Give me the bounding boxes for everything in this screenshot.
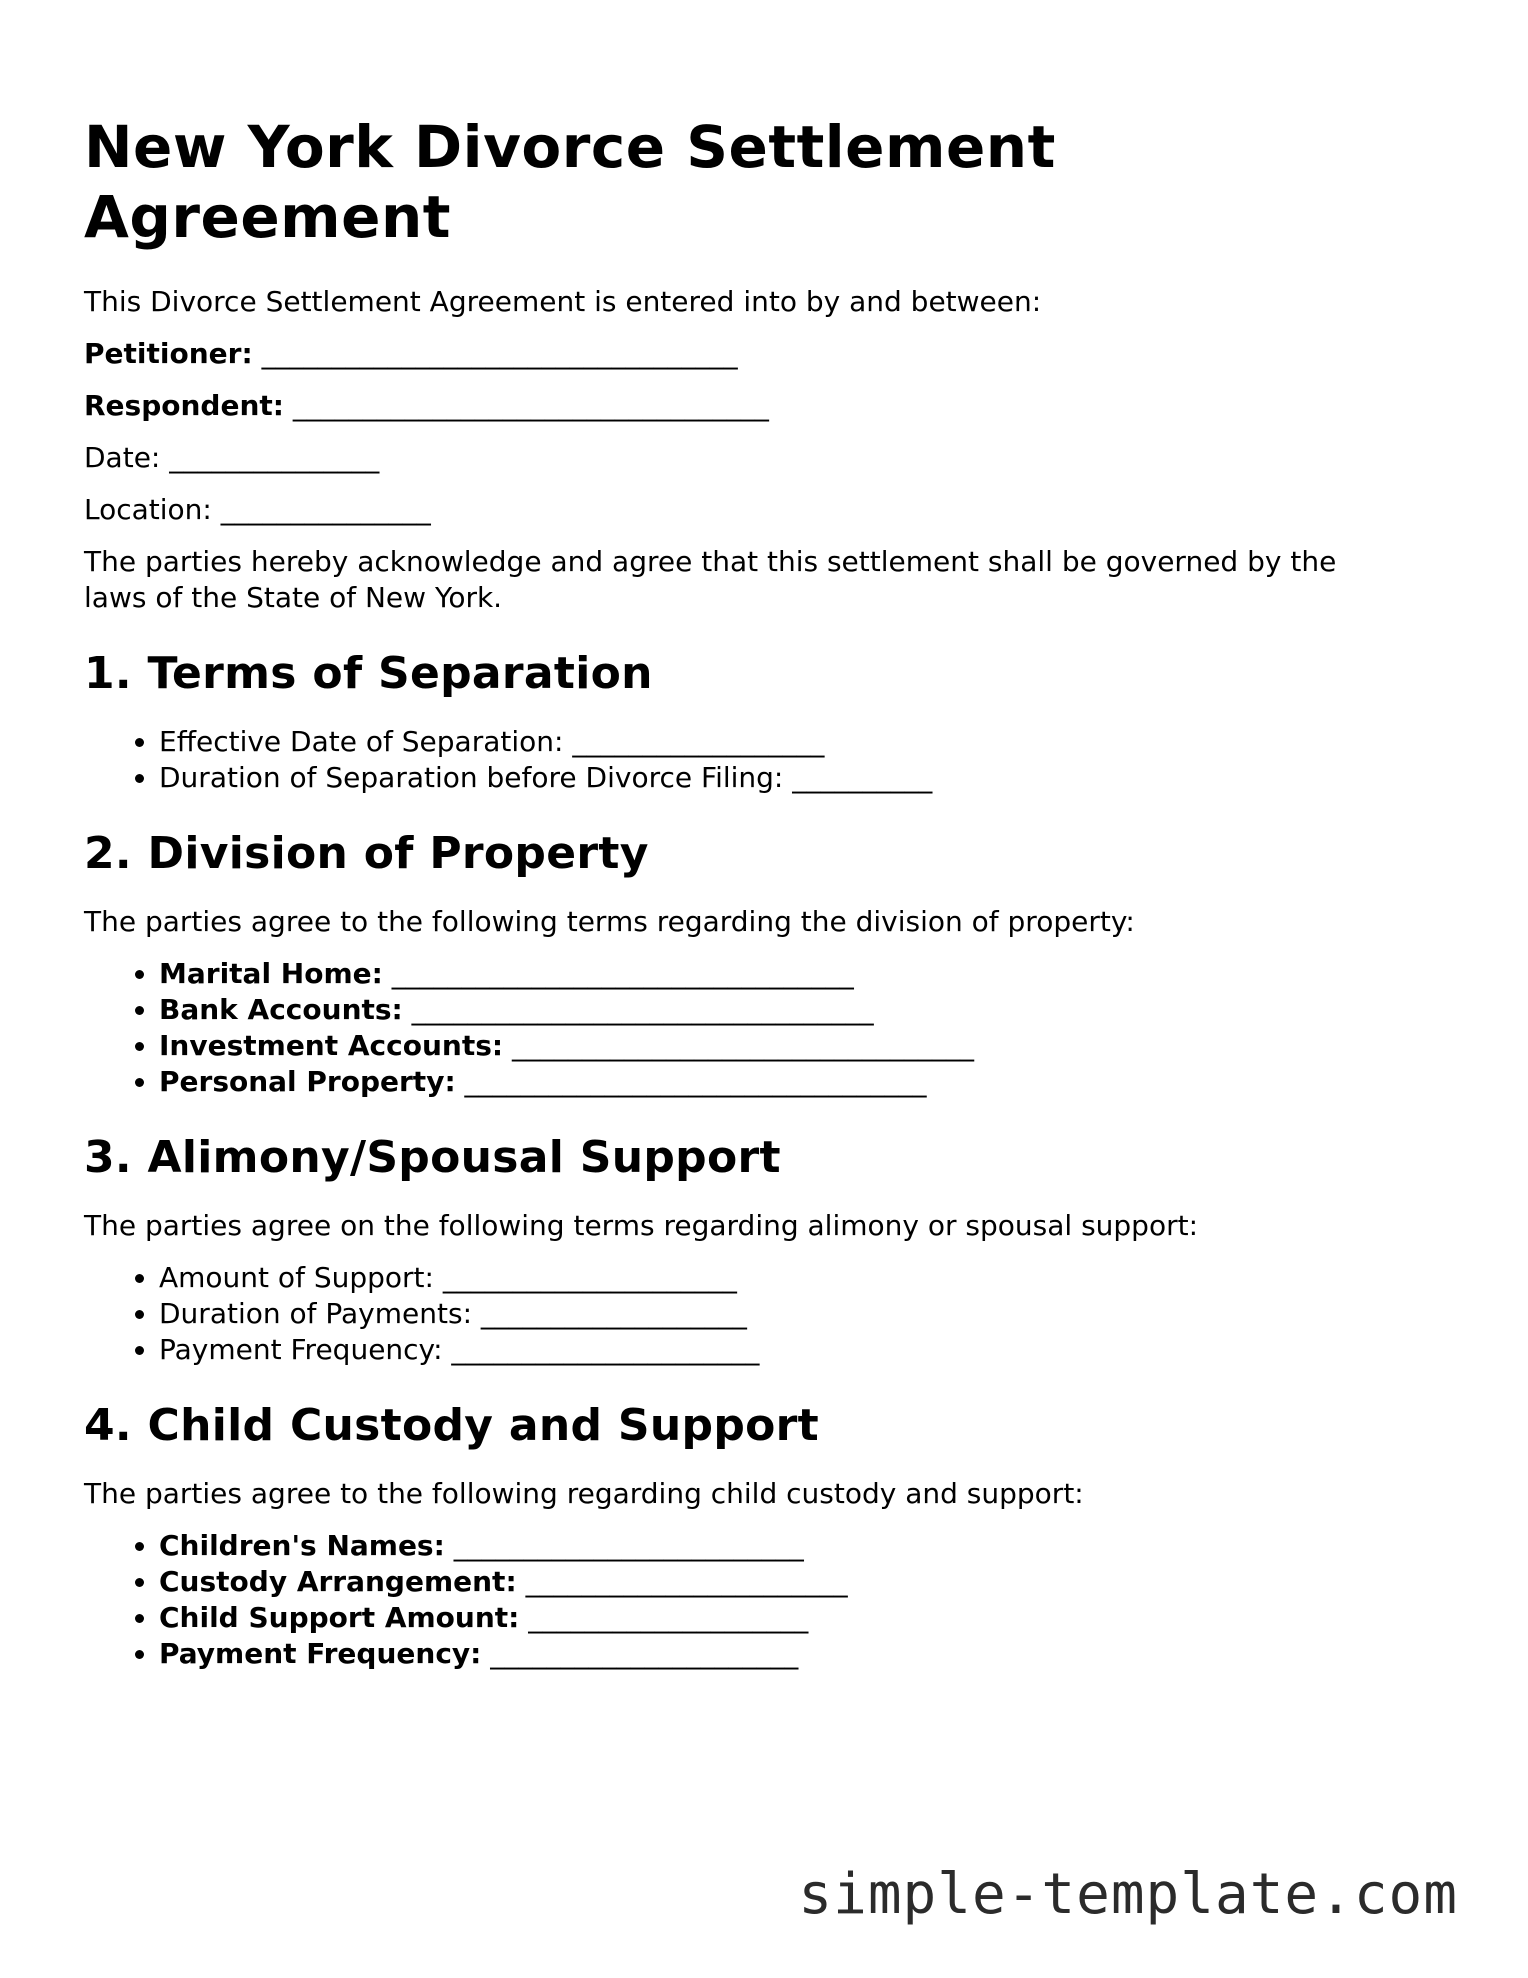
date-line: Date: _______________ xyxy=(84,441,380,474)
property-item-label: Investment Accounts: xyxy=(159,1029,504,1062)
custody-item-label: Children's Names: xyxy=(159,1529,445,1562)
property-item-label: Bank Accounts: xyxy=(159,993,403,1026)
list-item: • Duration of Payments: ___________________ xyxy=(159,1296,1444,1332)
respondent-line xyxy=(84,388,1444,424)
list-item xyxy=(159,956,1444,992)
list-item xyxy=(159,992,1444,1028)
custody-item-label: Payment Frequency: xyxy=(159,1637,482,1670)
property-item-blank: _________________________________ xyxy=(391,957,854,990)
petitioner-label: Petitioner: xyxy=(84,337,253,370)
alimony-list xyxy=(84,1260,1444,1368)
section-heading-child-custody: 4. Child Custody and Support xyxy=(84,1400,820,1451)
petitioner-line xyxy=(84,336,1444,372)
respondent-label: Respondent: xyxy=(84,389,284,422)
property-list xyxy=(84,956,1444,1100)
custody-item-blank: _______________________ xyxy=(525,1565,848,1598)
custody-item-label: Child Support Amount: xyxy=(159,1601,520,1634)
intro-paragraph: This Divorce Settlement Agreement is entered into by and between: xyxy=(84,285,1042,318)
section-heading-alimony: 3. Alimony/Spousal Support xyxy=(84,1132,781,1183)
custody-item-label: Custody Arrangement: xyxy=(159,1565,517,1598)
respondent-blank: __________________________________ xyxy=(292,389,769,422)
custody-item-blank: _________________________ xyxy=(453,1529,804,1562)
list-item: • Effective Date of Separation: __________________ xyxy=(159,724,1444,760)
list-item xyxy=(159,1564,1444,1600)
section-heading-division-of-property: 2. Division of Property xyxy=(84,828,649,879)
separation-terms-list xyxy=(84,724,1444,796)
custody-item-blank: ____________________ xyxy=(528,1601,809,1634)
property-intro: The parties agree to the following terms regarding the division of property: xyxy=(84,905,1135,938)
property-item-label: Marital Home: xyxy=(159,957,383,990)
property-item-label: Personal Property: xyxy=(159,1065,456,1098)
document-title-line-1: New York Divorce Settlement xyxy=(84,113,1056,181)
document-page xyxy=(84,112,1444,1672)
list-item xyxy=(159,1600,1444,1636)
list-item: • Payment Frequency: ______________________ xyxy=(159,1332,1444,1368)
governing-law-line-2: laws of the State of New York. xyxy=(84,581,503,614)
property-item-blank: _________________________________ xyxy=(411,993,874,1026)
section-heading-terms-of-separation: 1. Terms of Separation xyxy=(84,648,653,699)
list-item xyxy=(159,1028,1444,1064)
governing-law-line-1: The parties hereby acknowledge and agree that this settlement shall be governed by the xyxy=(84,545,1337,578)
list-item: • Duration of Separation before Divorce Filing: __________ xyxy=(159,760,1444,796)
document-title-line-2: Agreement xyxy=(84,183,451,251)
custody-list xyxy=(84,1528,1444,1672)
governing-law-paragraph xyxy=(84,544,1444,616)
list-item xyxy=(159,1528,1444,1564)
list-item xyxy=(159,1636,1444,1672)
watermark: simple-template.com xyxy=(798,1862,1458,1927)
list-item: • Amount of Support: _____________________ xyxy=(159,1260,1444,1296)
custody-intro: The parties agree to the following regarding child custody and support: xyxy=(84,1477,1084,1510)
document-title xyxy=(84,112,1444,252)
petitioner-blank: __________________________________ xyxy=(261,337,738,370)
alimony-intro: The parties agree on the following terms regarding alimony or spousal support: xyxy=(84,1209,1198,1242)
property-item-blank: _________________________________ xyxy=(464,1065,927,1098)
list-item xyxy=(159,1064,1444,1100)
property-item-blank: _________________________________ xyxy=(512,1029,974,1062)
location-line: Location: _______________ xyxy=(84,493,431,526)
custody-item-blank: ______________________ xyxy=(490,1637,799,1670)
